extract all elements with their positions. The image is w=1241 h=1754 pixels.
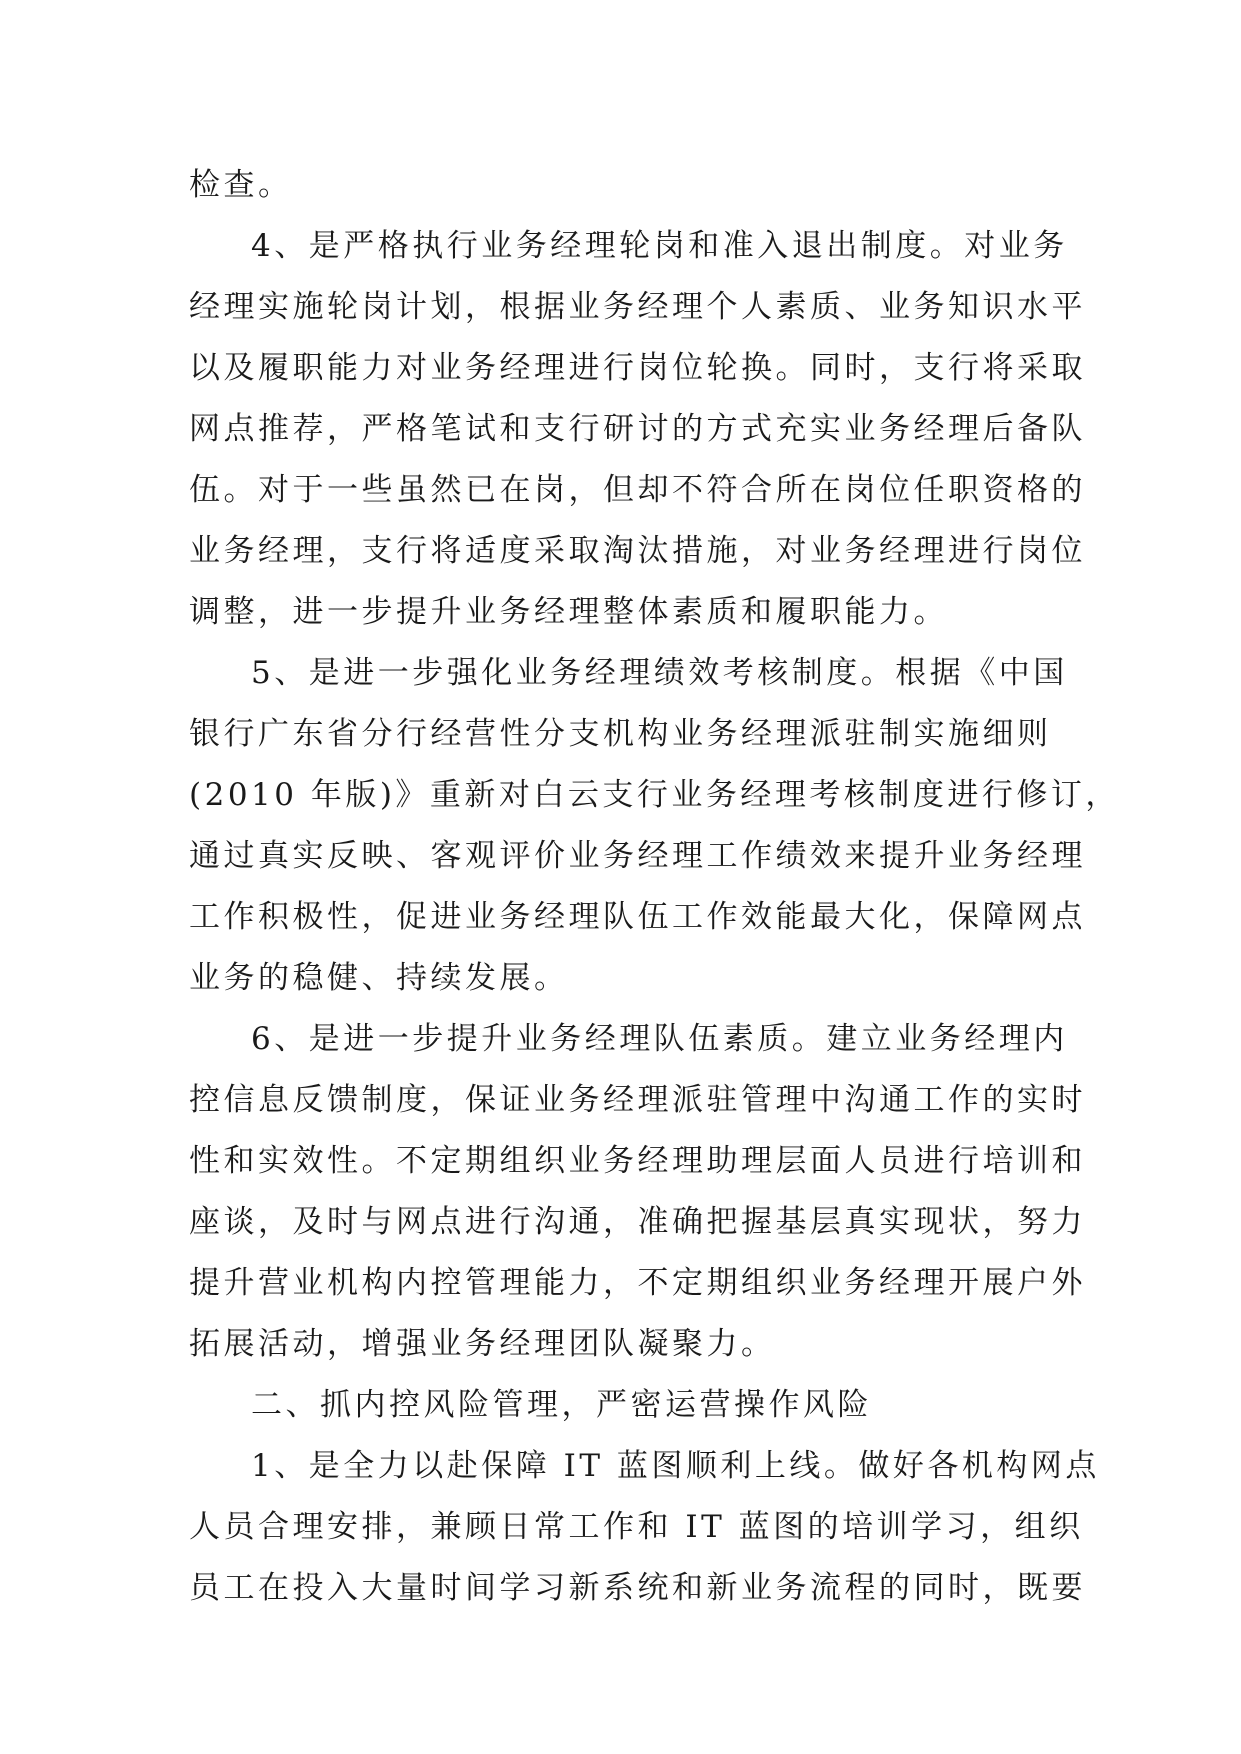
text-line: 检查。 xyxy=(189,167,293,203)
text-line: 5、是进一步强化业务经理绩效考核制度。根据《中国 xyxy=(251,655,1068,691)
text-line: 4、是严格执行业务经理轮岗和准入退出制度。对业务 xyxy=(251,228,1068,264)
text-line: 性和实效性。不定期组织业务经理助理层面人员进行培训和 xyxy=(189,1143,1086,1179)
text-line: (2010 年版)》重新对白云支行业务经理考核制度进行修订， xyxy=(189,777,1120,813)
text-line: 调整，进一步提升业务经理整体素质和履职能力。 xyxy=(189,594,948,630)
text-line: 提升营业机构内控管理能力，不定期组织业务经理开展户外 xyxy=(189,1265,1086,1301)
text-line: 控信息反馈制度，保证业务经理派驻管理中沟通工作的实时 xyxy=(189,1082,1086,1118)
text-line: 以及履职能力对业务经理进行岗位轮换。同时，支行将采取 xyxy=(189,350,1086,386)
text-line: 工作积极性，促进业务经理队伍工作效能最大化，保障网点 xyxy=(189,899,1086,935)
text-line: 经理实施轮岗计划，根据业务经理个人素质、业务知识水平 xyxy=(189,289,1086,325)
text-line: 伍。对于一些虽然已在岗，但却不符合所在岗位任职资格的 xyxy=(189,472,1086,508)
text-line: 6、是进一步提升业务经理队伍素质。建立业务经理内 xyxy=(251,1021,1068,1057)
text-line: 业务经理，支行将适度采取淘汰措施，对业务经理进行岗位 xyxy=(189,533,1086,569)
text-line: 人员合理安排，兼顾日常工作和 IT 蓝图的培训学习，组织 xyxy=(189,1509,1084,1545)
text-line: 业务的稳健、持续发展。 xyxy=(189,960,569,996)
text-line: 银行广东省分行经营性分支机构业务经理派驻制实施细则 xyxy=(189,716,1052,752)
text-line: 员工在投入大量时间学习新系统和新业务流程的同时，既要 xyxy=(189,1570,1086,1606)
text-line: 网点推荐，严格笔试和支行研讨的方式充实业务经理后备队 xyxy=(189,411,1086,447)
document-body xyxy=(189,155,1120,1619)
text-line: 二、抓内控风险管理，严密运营操作风险 xyxy=(251,1387,872,1423)
text-line: 1、是全力以赴保障 IT 蓝图顺利上线。做好各机构网点 xyxy=(251,1448,1100,1484)
text-line: 通过真实反映、客观评价业务经理工作绩效来提升业务经理 xyxy=(189,838,1086,874)
text-line: 拓展活动，增强业务经理团队凝聚力。 xyxy=(189,1326,776,1362)
text-line: 座谈，及时与网点进行沟通，准确把握基层真实现状，努力 xyxy=(189,1204,1086,1240)
